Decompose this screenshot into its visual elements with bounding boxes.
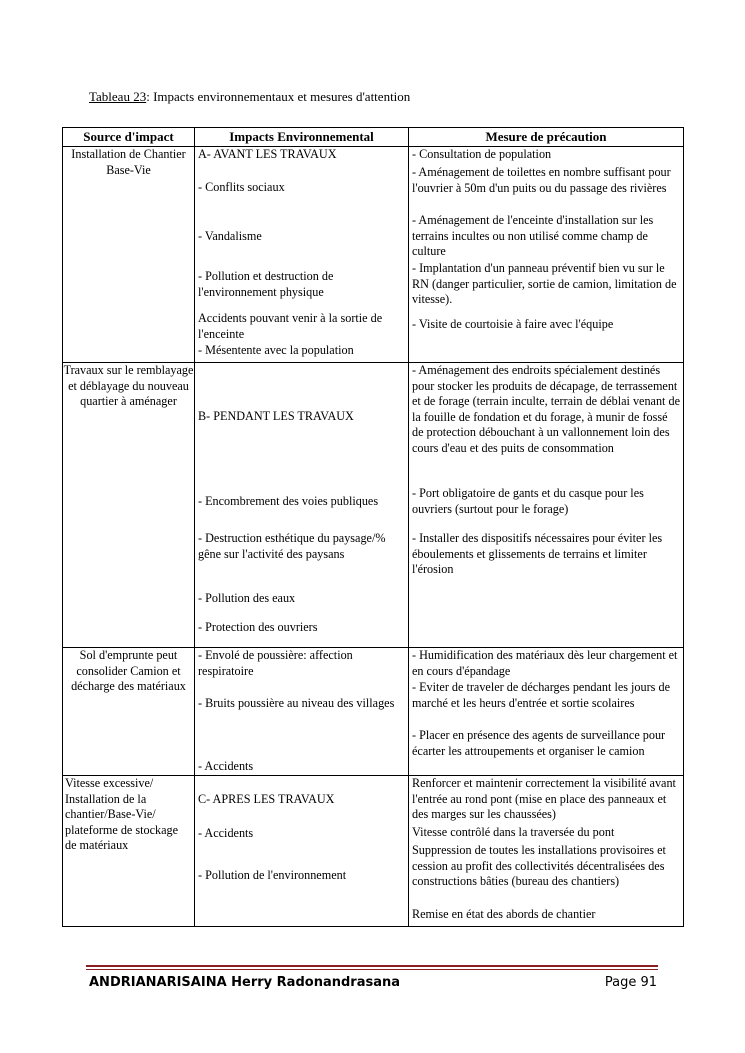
impact-item: - Mésentente avec la population [198, 343, 354, 357]
impact-item: - Pollution de l'environnement [198, 868, 347, 882]
source-cell: Sol d'emprunte peut consolider Camion et décharge des matériaux [63, 648, 195, 776]
measure-item: - Eviter de traveler de décharges pendant les jours de marché et les heurs d'entrée et sortie scolaires [412, 680, 670, 710]
footer-author: ANDRIANARISAINA Herry Radonandrasana [89, 975, 401, 990]
header-measures: Mesure de précaution [409, 128, 684, 147]
measure-item: - Visite de courtoisie à faire avec l'équipe [412, 317, 614, 331]
impact-item: - Pollution des eaux [198, 591, 296, 605]
measure-item: Remise en état des abords de chantier [412, 907, 596, 921]
impact-item: - Conflits sociaux [198, 180, 285, 194]
impact-item: A- AVANT LES TRAVAUX [198, 147, 337, 161]
impacts-cell [195, 363, 409, 648]
footer-rule-thin [86, 969, 658, 970]
source-cell: Vitesse excessive/ Installation de la chantier/Base-Vie/ plateforme de stockage de matériaux [63, 776, 195, 927]
impact-item: C- APRES LES TRAVAUX [198, 792, 335, 806]
measure-item: Vitesse contrôlé dans la traversée du pont [412, 825, 615, 839]
measure-item: - Aménagement des endroits spécialement destinés pour stocker les produits de décapage, de terrassement et de forage (terrain inculte, terrain de déblai venant de la fouille de fondation et du forage, à munir de fossé de protection débouchant à un vallonnement loin des cours d'eau et des puits de consommation [412, 363, 680, 455]
table-header-row [63, 128, 684, 147]
impacts-cell [195, 648, 409, 776]
measure-item: - Port obligatoire de gants et du casque pour les ouvriers (surtout pour le forage) [412, 486, 644, 516]
page-number: Page 91 [604, 975, 657, 990]
impact-item: Accidents pouvant venir à la sortie de l'enceinte [198, 311, 383, 341]
header-source: Source d'impact [63, 128, 195, 147]
impacts-table [62, 127, 684, 927]
impact-item: - Destruction esthétique du paysage/% gêne sur l'activité des paysans [198, 531, 386, 561]
impact-item: - Pollution et destruction de l'environnement physique [198, 269, 334, 299]
measure-item: - Placer en présence des agents de surveillance pour écarter les attroupements et organiser le camion [412, 728, 666, 758]
impact-item: - Encombrement des voies publiques [198, 494, 379, 508]
impact-item: - Bruits poussière au niveau des villages [198, 696, 395, 710]
source-cell: Travaux sur le remblayage et déblayage du nouveau quartier à aménager [63, 363, 195, 648]
measure-item: - Installer des dispositifs nécessaires pour éviter les éboulements et glissements de terrains et limiter l'érosion [412, 531, 663, 577]
measures-cell [409, 363, 684, 648]
impacts-cell [195, 147, 409, 363]
impact-item: - Envolé de poussière: affection respiratoire [198, 648, 353, 678]
measures-cell [409, 147, 684, 363]
measure-item: Renforcer et maintenir correctement la visibilité avant l'entrée au rond pont (mise en place des panneaux et des marges sur les chaussées) [412, 776, 676, 822]
measure-item: Suppression de toutes les installations provisoires et cession au profit des collectivités décentralisées des constructions bâties (bureau des chantiers) [412, 843, 666, 889]
measures-cell [409, 648, 684, 776]
footer-rule [86, 965, 658, 967]
impact-item: - Accidents [198, 759, 254, 773]
impacts-cell [195, 776, 409, 927]
measure-item: - Consultation de population [412, 147, 552, 161]
impact-item: B- PENDANT LES TRAVAUX [198, 409, 354, 423]
table-row [63, 776, 684, 927]
source-cell: Installation de Chantier Base-Vie [63, 147, 195, 363]
measures-cell [409, 776, 684, 927]
caption-text: : Impacts environnementaux et mesures d'attention [146, 89, 411, 104]
measure-item: - Humidification des matériaux dès leur chargement et en cours d'épandage [412, 648, 678, 678]
measure-item: - Implantation d'un panneau préventif bien vu sur le RN (danger particulier, sortie de camion, limitation de vitesse). [412, 261, 677, 307]
table-row [63, 648, 684, 776]
measure-item: - Aménagement de l'enceinte d'installation sur les terrains incultes ou non utilisé comme champ de culture [412, 213, 654, 259]
header-impacts: Impacts Environnemental [195, 128, 409, 147]
impact-item: - Vandalisme [198, 229, 262, 243]
impact-item: - Protection des ouvriers [198, 620, 318, 634]
table-row [63, 363, 684, 648]
caption-label: Tableau 23 [89, 89, 147, 104]
table-caption [89, 89, 410, 105]
impact-item: - Accidents [198, 826, 254, 840]
table-row [63, 147, 684, 363]
measure-item: - Aménagement de toilettes en nombre suffisant pour l'ouvrier à 50m d'un puits ou du passage des rivières [412, 165, 671, 195]
